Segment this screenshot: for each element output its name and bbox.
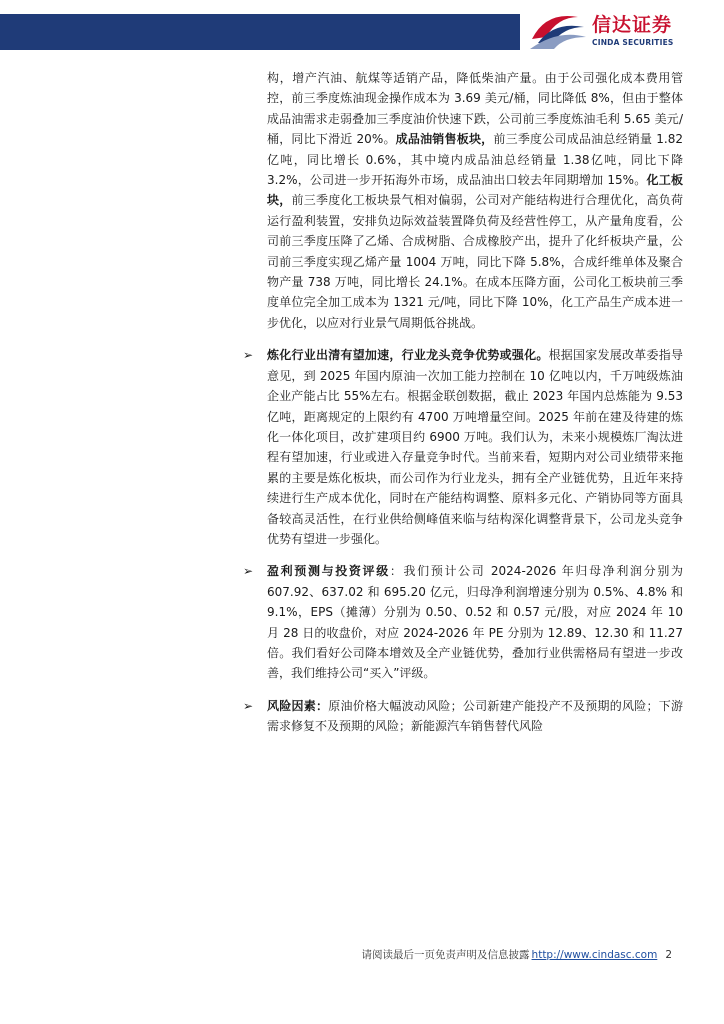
section-industry (243, 345, 683, 549)
section-risk (243, 696, 683, 737)
bullet-arrow-icon: ➢ (243, 698, 254, 713)
heading-oil-sales: 成品油销售板块， (395, 132, 494, 147)
company-logo (528, 8, 708, 54)
risk-text: 原油价格大幅波动风险；公司新建产能投产不及预期的风险；下游需求修复不及预期的风险；新能源汽车销售替代风险 (267, 698, 683, 734)
footer-disclaimer: 请阅读最后一页免责声明及信息披露 (361, 949, 530, 961)
paragraph-forecast (267, 561, 683, 683)
chemical-text: 前三季度化工板块景气相对偏弱，公司对产能结构进行合理优化，高负荷运行盈利装置，安排负边际效益装置降负荷及经营性停工，从产量角度看，公司前三季度压降了乙烯、合成树脂、合成橡胶产出，提升了化纤板块产量，公司前三季度实现乙烯产量 1004 万吨，同比下降 5.8%，合成纤维单体及聚合物产量 738 万吨，同比增长 24.1%。在成本压降方面，公司化工板块前三季度单位完全加工成本为 1321 元/吨，同比下降 10%，化工产品生产成本进一步优化，以应对行业景气周期低谷挑战。 (267, 193, 683, 330)
bullet-arrow-icon: ➢ (243, 348, 254, 363)
heading-industry: 炼化行业出清有望加速，行业龙头竞争优势或强化。 (267, 348, 549, 363)
heading-chemical: 化工板块， (267, 173, 683, 208)
bullet-arrow-icon: ➢ (243, 564, 254, 579)
logo-english-name: CINDA SECURITIES (592, 37, 674, 47)
industry-text: 根据国家发展改革委指导意见，到 2025 年国内原油一次加工能力控制在 10 亿吨以内，千万吨级炼油企业产能占比 55%左右。根据金联创数据，截止 2023 年国内总炼能为 9.53 亿吨，距离规定的上限约有 4700 万吨增量空间。2025 年前在建及待建的炼化一体化项目，改扩建项目约 6900 万吨。我们认为，未来小规模炼厂淘汰进程有望加速，行业或进入存量竞争时代。当前来看，短期内对公司业绩带来拖累的主要是炼化板块，而公司作为行业龙头，拥有全产业链优势，且近年来持续进行生产成本优化，同时在产能结构调整、原料多元化、产销协同等方面具备较高灵活性，在行业供给侧峰值来临与结构深化调整背景下，公司龙头竞争优势有望进一步强化。 (267, 348, 683, 546)
paragraph-operations (267, 68, 683, 333)
oil-sales-text: 前三季度公司成品油总经销量 1.82 亿吨，同比增长 0.6%，其中境内成品油总经销量 1.38亿吨，同比下降 3.2%，公司进一步开拓海外市场，成品油出口较去年同期增加 15%。 (267, 132, 683, 188)
cinda-logo-icon (528, 9, 588, 53)
page-number: 2 (665, 949, 672, 961)
section-forecast (243, 561, 683, 683)
refining-text: 构，增产汽油、航煤等适销产品，降低柴油产量。由于公司强化成本费用管控，前三季度炼油现金操作成本为 3.69 美元/桶，同比降低 8%，但由于整体成品油需求走弱叠加三季度油价快速下跌，公司前三季度炼油毛利 5.65 美元/桶，同比下滑近 20%。 (267, 71, 683, 147)
paragraph-industry (267, 345, 683, 549)
heading-risk: 风险因素： (267, 698, 329, 713)
header-bar (0, 14, 520, 50)
report-body (243, 68, 683, 737)
footer-website-link[interactable]: http://www.cindasc.com (531, 949, 658, 961)
page-footer (362, 947, 672, 962)
forecast-text: ：我们预计公司 2024-2026 年归母净利润分别为 607.92、637.02 和 695.20 亿元，归母净利润增速分别为 0.5%、4.8% 和 9.1%，EPS（摊薄）分别为 0.50、0.52 和 0.57 元/股，对应 2024 年 10 月 28 日的收盘价，对应 2024-2026 年 PE 分别为 12.89、12.30 和 11.27 倍。我们看好公司降本增效及全产业链优势，叠加行业供需格局有望进一步改善，我们维持公司“买入”评级。 (267, 564, 683, 681)
paragraph-risk (267, 696, 683, 737)
logo-chinese-name: 信达证券 (592, 13, 673, 36)
heading-forecast: 盈利预测与投资评级 (267, 564, 390, 579)
